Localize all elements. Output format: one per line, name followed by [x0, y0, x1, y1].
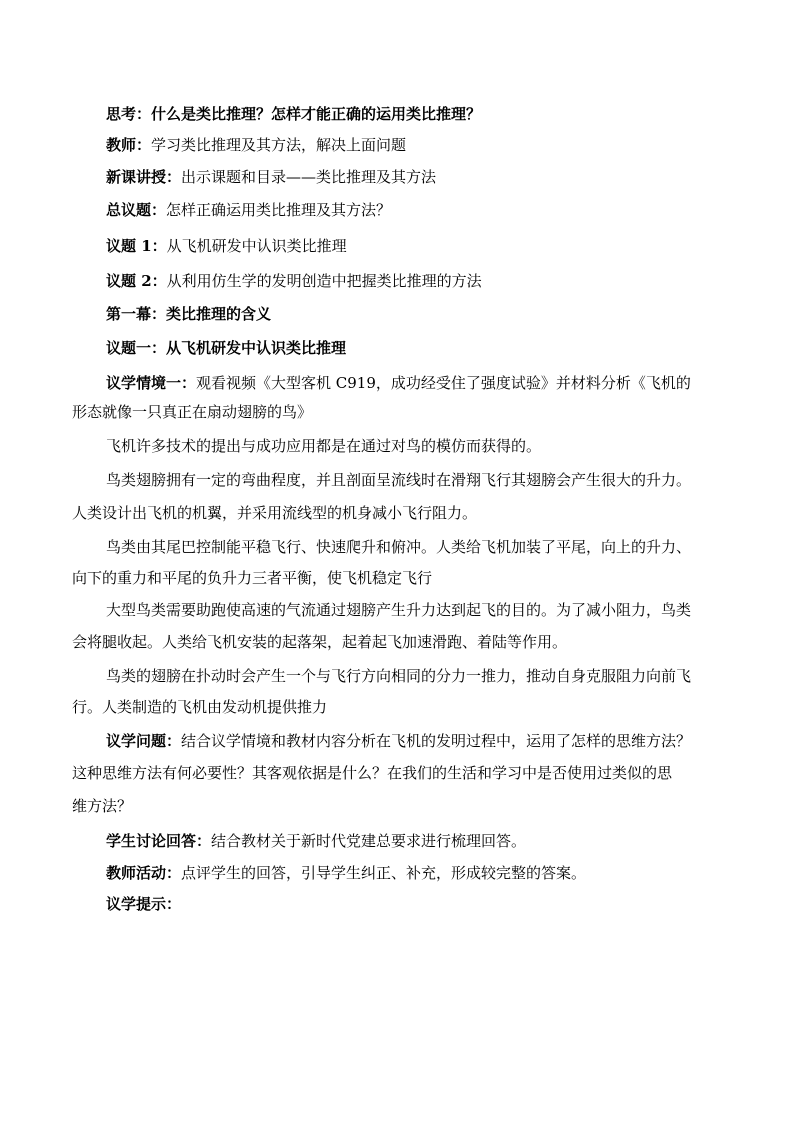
tail-text-1: 鸟类由其尾巴控制能平稳飞行、快速爬升和俯冲。人类给飞机加装了平尾，向上的升力、	[106, 538, 692, 556]
paragraph-tail-line-1	[106, 537, 691, 557]
section-heading-act-1	[106, 304, 271, 324]
question-text-1: 结合议学情境和教材内容分析在飞机的发明过程中，运用了怎样的思维方法？	[181, 732, 692, 750]
question-text-3: 维方法？	[72, 797, 133, 815]
teacher-text: 学习类比推理及其方法，解决上面问题	[151, 136, 407, 154]
paragraph-tail-line-2	[72, 568, 432, 588]
paragraph-thinking	[106, 104, 481, 124]
scenario-text-2: 形态就像一只真正在扇动翅膀的鸟》	[72, 403, 313, 421]
wings-text-2: 人类设计出飞机的机翼，并采用流线型的机身减小飞行阻力。	[72, 504, 478, 522]
student-discussion-label: 学生讨论回答：	[106, 832, 212, 850]
scenario-text-1: 观看视频《大型客机 C919，成功经受住了强度试验》并材料分析《飞机的	[196, 374, 691, 392]
topic-1-text: 从飞机研发中认识类比推理	[166, 237, 347, 255]
paragraph-thrust-line-2	[72, 697, 327, 717]
paragraph-new-lesson	[106, 167, 436, 187]
paragraph-question-line-1	[106, 731, 691, 751]
teacher-activity-label: 教师活动：	[106, 864, 182, 882]
paragraph-imitation	[106, 436, 541, 456]
paragraph-thrust-line-1	[106, 666, 691, 686]
tail-text-2: 向下的重力和平尾的负升力三者平衡，使飞机稳定飞行	[72, 569, 433, 587]
section-heading-topic-one	[106, 338, 346, 358]
imitation-text: 飞机许多技术的提出与成功应用都是在通过对鸟的模仿而获得的。	[106, 437, 542, 455]
paragraph-scenario-line-1	[106, 373, 691, 393]
paragraph-scenario-line-2	[72, 402, 312, 422]
student-discussion-text: 结合教材关于新时代党建总要求进行梳理回答。	[211, 832, 527, 850]
new-lesson-label: 新课讲授：	[106, 168, 182, 186]
thinking-question: 思考：什么是类比推理？怎样才能正确的运用类比推理？	[106, 105, 482, 123]
paragraph-landing-line-1	[106, 600, 691, 620]
wings-text-1: 鸟类翅膀拥有一定的弯曲程度，并且剖面呈流线时在滑翔飞行其翅膀会产生很大的升力。	[106, 471, 692, 489]
paragraph-teacher-activity	[106, 863, 586, 883]
hints-label: 议学提示：	[106, 895, 182, 913]
paragraph-wings-line-1	[106, 470, 691, 490]
topic-2-text: 从利用仿生学的发明创造中把握类比推理的方法	[166, 272, 482, 290]
main-topic-text: 怎样正确运用类比推理及其方法？	[166, 201, 392, 219]
paragraph-landing-line-2	[72, 632, 567, 652]
act-1-heading: 第一幕：类比推理的含义	[106, 305, 272, 323]
landing-text-2: 会将腿收起。人类给飞机安装的起落架，起着起飞加速滑跑、着陆等作用。	[72, 633, 568, 651]
main-topic-label: 总议题：	[106, 201, 167, 219]
topic-2-label: 议题 2：	[106, 272, 167, 290]
teacher-label: 教师：	[106, 136, 152, 154]
topic-1-label: 议题 1：	[106, 237, 167, 255]
new-lesson-text: 出示课题和目录——类比推理及其方法	[181, 168, 437, 186]
paragraph-question-line-3	[72, 796, 132, 816]
paragraph-question-line-2	[72, 763, 672, 783]
paragraph-teacher	[106, 135, 406, 155]
question-text-2: 这种思维方法有何必要性？其客观依据是什么？在我们的生活和学习中是否使用过类似的思	[72, 764, 673, 782]
paragraph-student-discussion	[106, 831, 526, 851]
scenario-label: 议学情境一：	[106, 374, 197, 392]
teacher-activity-text: 点评学生的回答，引导学生纠正、补充，形成较完整的答案。	[181, 864, 587, 882]
paragraph-wings-line-2	[72, 503, 477, 523]
paragraph-main-topic	[106, 200, 391, 220]
paragraph-topic-1	[106, 236, 347, 256]
thrust-text-1: 鸟类的翅膀在扑动时会产生一个与飞行方向相同的分力一推力，推动自身克服阻力向前飞	[106, 667, 692, 685]
thrust-text-2: 行。人类制造的飞机由发动机提供推力	[72, 698, 328, 716]
landing-text-1: 大型鸟类需要助跑使高速的气流通过翅膀产生升力达到起飞的目的。为了减小阻力，鸟类	[106, 601, 692, 619]
paragraph-topic-2	[106, 271, 482, 291]
paragraph-hints	[106, 894, 181, 914]
topic-one-heading: 议题一：从飞机研发中认识类比推理	[106, 339, 347, 357]
question-label: 议学问题：	[106, 732, 182, 750]
